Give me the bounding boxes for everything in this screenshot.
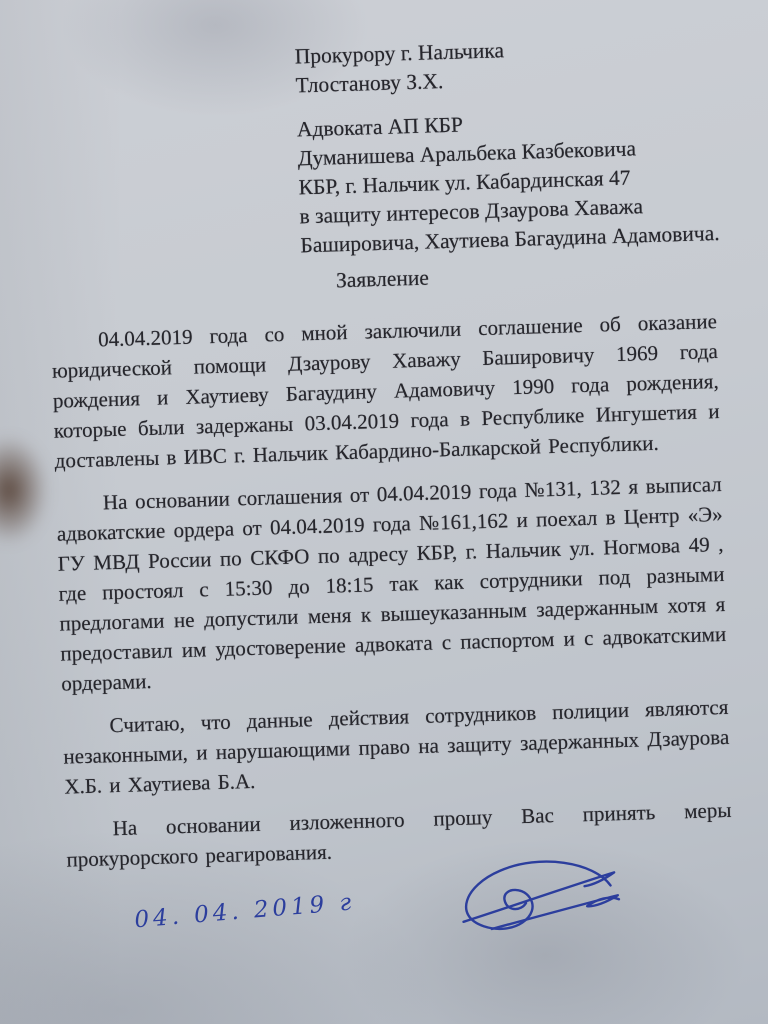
sender-line: Башировича, Хаутиева Багаудина Адамовича. (300, 220, 720, 258)
handwritten-date: 04. 04. 2019 г (133, 889, 357, 934)
sender-line: Думанишева Аральбека Казбековича (297, 136, 637, 171)
sender-line: в защиту интересов Дзаурова Хаважа (299, 194, 644, 229)
paragraph: Считаю, что данные действия сотрудников полиции являются незаконными, и нарушающими право на защиту задержанных Дзаурова Х.Б. и Хаутиева Б.А. (63, 694, 730, 799)
signature-scribble-icon (442, 855, 626, 946)
paragraph: На основании изложенного прошу Вас принять меры прокурорского реагирования. (66, 797, 732, 872)
paragraph: На основании соглашения от 04.04.2019 года №131, 132 я выписал адвокатские ордера от 04.04.2019 года №161,162 и поехал в Центр «Э» ГУ МВД России по СКФО по адресу КБР, г. Нальчик ул. Ногмова 49 , где простоял с 15:30 до 18:15 так как сотрудники под разными предлогами не допустили меня к вышеуказанным задержанным хотя я предоставил им удостоверение адвоката с паспортом и с адвокатскими ордерами. (56, 471, 727, 696)
sender-line: Адвоката АП КБР (296, 112, 464, 142)
sender-line: КБР, г. Нальчик ул. Кабардинская 47 (298, 165, 631, 200)
recipient-line: Прокурору г. Нальчика (294, 38, 505, 69)
finger-occlusion (0, 436, 48, 544)
paragraph: 04.04.2019 года со мной заключили соглашение об оказание юридической помощи Дзаурову Хаважу Башировичу 1969 года рождения и Хаутиеву Багаудину Адамовичу 1990 года рождения, которые были задержаны 03.04.2019 года в Республике Ингушетия и доставлены в ИВС г. Нальчик Кабардино-Балкарской Республики. (51, 309, 720, 473)
signature-row (67, 868, 735, 974)
document-title: Заявление (335, 265, 430, 293)
document-body (49, 254, 735, 973)
recipient-line: Тлостанову З.Х. (295, 69, 444, 98)
address-block (294, 30, 730, 261)
